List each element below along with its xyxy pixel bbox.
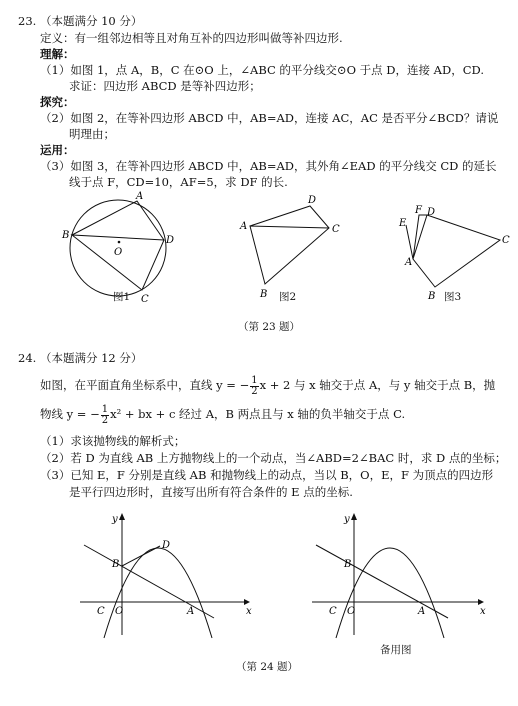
q24-parabola xyxy=(40,401,405,427)
fraction-numerator: 1 xyxy=(101,403,109,415)
q23-part3-line2: 线于点 F，CD=10，AF=5，求 DF 的长. xyxy=(69,175,288,189)
label-d: D xyxy=(162,540,171,551)
fraction-one-half xyxy=(250,376,258,397)
label-o: O xyxy=(115,606,124,617)
q24-intro-a: 如图，在平面直角坐标系中，直线 y = − xyxy=(40,378,250,392)
q23-header: 23. （本题满分 10 分） xyxy=(18,14,143,28)
fig1-caption: 图1 xyxy=(113,291,131,303)
q24-main-figure xyxy=(74,510,254,640)
label-a: A xyxy=(405,257,413,268)
q23-section-explore: 探究： xyxy=(40,95,75,109)
label-d: D xyxy=(166,235,175,246)
q24-header: 24. （本题满分 12 分） xyxy=(18,351,143,365)
label-f: F xyxy=(415,205,422,216)
label-b: B xyxy=(260,289,268,300)
fraction-one-half xyxy=(101,405,109,426)
fig2-caption: 图2 xyxy=(279,291,297,303)
q23-figure-3 xyxy=(392,203,518,303)
q23-section-apply: 运用： xyxy=(40,143,75,157)
q24-para-b: x² + bx + c 经过 A，B 两点且与 x 轴的负半轴交于点 C. xyxy=(110,407,406,421)
q24-part2: （2）若 D 为直线 AB 上方抛物线上的一个动点，当∠ABD=2∠BAC 时，求 D 点的坐标； xyxy=(40,451,507,465)
x-axis-arrow xyxy=(478,599,484,605)
label-d: D xyxy=(308,195,317,206)
q24-para-a: 物线 y = − xyxy=(40,407,100,421)
fraction-denominator: 2 xyxy=(251,385,258,397)
fraction-numerator: 1 xyxy=(251,374,258,386)
q23-section-understand: 理解： xyxy=(40,47,75,61)
label-o: O xyxy=(347,606,356,617)
spare-figure-caption: 备用图 xyxy=(380,644,412,656)
x-axis-arrow xyxy=(244,599,250,605)
q24-part1: （1）求该抛物线的解析式； xyxy=(40,434,186,448)
segment-bd xyxy=(122,546,160,566)
label-b: B xyxy=(428,291,436,302)
q24-figure-caption: （第 24 题） xyxy=(236,661,299,673)
label-c: C xyxy=(97,606,105,617)
y-axis-arrow xyxy=(119,513,125,520)
q23-figure-2 xyxy=(236,193,346,303)
label-a: A xyxy=(240,221,248,232)
label-b: B xyxy=(62,230,70,241)
q23-part2-line1: （2）如图 2，在等补四边形 ABCD 中，AB=AD，连接 AC，AC 是否平分∠BCD？请说 xyxy=(40,111,499,125)
axis-y-label: y xyxy=(112,514,118,525)
label-b: B xyxy=(344,559,352,570)
label-d: D xyxy=(427,207,436,218)
label-a: A xyxy=(187,606,195,617)
quadrilateral-abcd xyxy=(250,206,329,284)
label-c: C xyxy=(329,606,337,617)
q23-part3-line1: （3）如图 3，在等补四边形 ABCD 中，AB=AD，其外角∠EAD 的平分线交 CD 的延长 xyxy=(40,159,497,173)
q23-part1-line2: 求证：四边形 ABCD 是等补四边形； xyxy=(69,79,261,93)
label-a: A xyxy=(418,606,426,617)
q24-intro-b: x + 2 与 x 轴交于点 A，与 y 轴交于点 B，抛 xyxy=(259,378,496,392)
axis-x-label: x xyxy=(246,606,252,617)
y-axis-arrow xyxy=(351,513,357,520)
axis-y-label: y xyxy=(344,514,350,525)
label-c: C xyxy=(332,224,340,235)
label-e: E xyxy=(399,218,407,229)
label-a: A xyxy=(136,191,144,202)
q23-part2-line2: 明理由； xyxy=(69,127,115,141)
label-c: C xyxy=(502,235,510,246)
q23-figure-caption: （第 23 题） xyxy=(238,321,301,333)
parabola xyxy=(104,548,212,638)
label-c: C xyxy=(141,294,149,305)
parabola xyxy=(336,548,444,638)
axis-x-label: x xyxy=(480,606,486,617)
fraction-denominator: 2 xyxy=(101,414,109,426)
quadrilateral-abcd xyxy=(72,201,164,290)
center-point-o xyxy=(118,241,121,244)
q23-definition: 定义：有一组邻边相等且对角互补的四边形叫做等补四边形. xyxy=(40,31,343,45)
q24-intro xyxy=(40,372,495,398)
fig3-caption: 图3 xyxy=(444,291,462,303)
q23-part1-line1: （1）如图 1，点 A，B，C 在⊙O 上，∠ABC 的平分线交⊙O 于点 D，连接 AD，CD. xyxy=(40,63,484,77)
figure-3-lines xyxy=(406,215,500,287)
label-b: B xyxy=(112,559,120,570)
q24-part3-line2: 是平行四边形时，直接写出所有符合条件的 E 点的坐标. xyxy=(69,485,353,499)
q24-part3-line1: （3）已知 E，F 分别是直线 AB 和抛物线上的动点，当以 B，O，E，F 为顶点的四边形 xyxy=(40,468,494,482)
q24-spare-figure xyxy=(306,510,491,640)
label-o: O xyxy=(114,247,123,258)
